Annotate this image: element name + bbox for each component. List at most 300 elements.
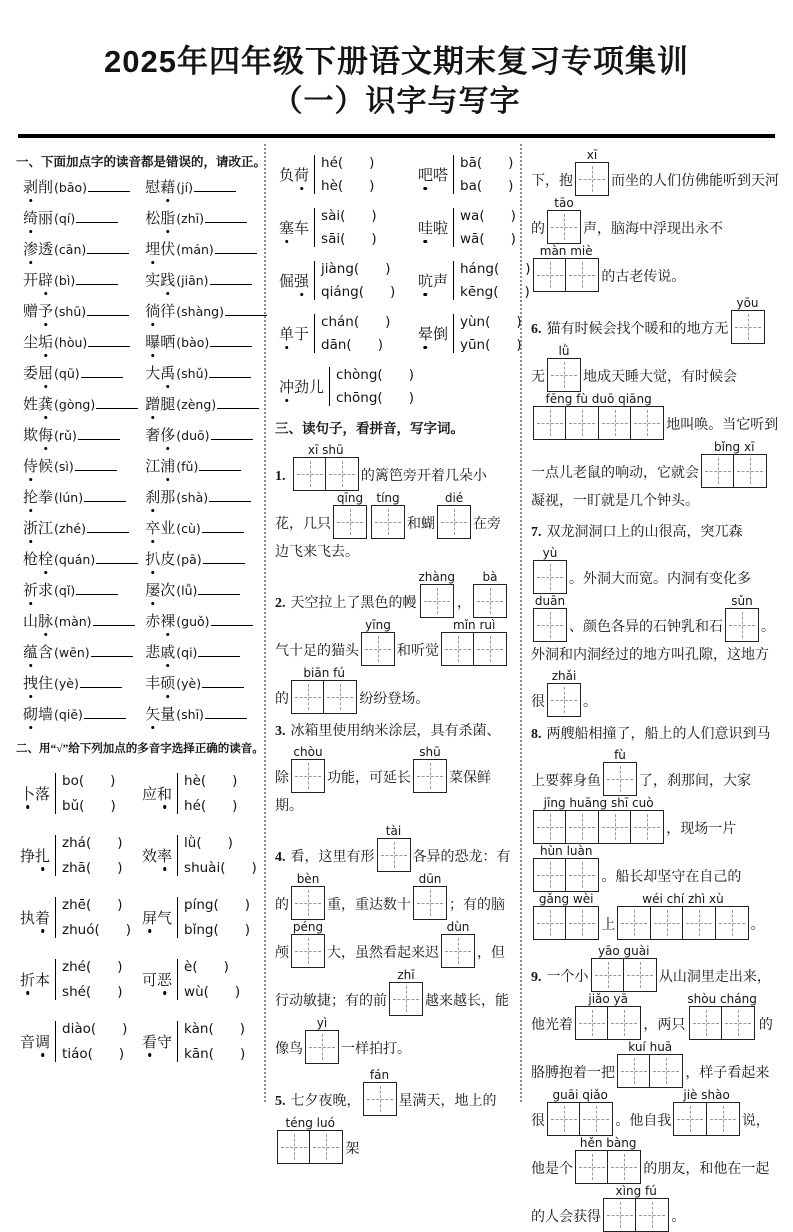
write-box — [293, 457, 327, 491]
sentence-text: ；有的脑颅 — [275, 898, 505, 961]
write-box — [533, 608, 567, 642]
left-column — [12, 144, 267, 1102]
sentence-text: 纷纷登场。 — [359, 692, 430, 707]
write-boxes — [277, 1130, 343, 1164]
write-box — [533, 858, 567, 892]
dotted-char: 砌 — [23, 703, 38, 724]
polyphone-word — [279, 376, 324, 397]
char: 伏 — [160, 242, 176, 258]
section2-grid-left — [16, 762, 260, 1072]
entry-word — [145, 176, 175, 197]
sentence-text: 的篱笆旁开着几朵小花，几只 — [275, 469, 487, 532]
word-entry — [16, 517, 138, 548]
word-entry — [16, 455, 138, 486]
pinyin-box-group — [533, 892, 599, 940]
pinyin-label: bǐng xī — [713, 440, 755, 454]
entry-pinyin: (yè) — [176, 676, 202, 691]
write-boxes — [363, 1082, 397, 1116]
pinyin-option: hé( ) — [321, 155, 375, 171]
pinyin-option: zhuó( ) — [62, 921, 132, 938]
pinyin-option: shuài( ) — [184, 859, 257, 876]
write-boxes — [575, 162, 609, 196]
dotted-char: 侈 — [160, 424, 175, 445]
sentence-text: 的古老传说。 — [601, 270, 686, 285]
pinyin-label: zhàng — [418, 570, 455, 584]
write-boxes — [413, 886, 447, 920]
write-box — [473, 584, 507, 618]
sentence — [531, 519, 779, 717]
write-box — [277, 1130, 311, 1164]
dotted-char: 屈 — [38, 362, 53, 383]
dotted-char: 禹 — [160, 362, 175, 383]
write-box — [413, 886, 447, 920]
write-box — [598, 406, 632, 440]
write-boxes — [473, 584, 507, 618]
polyphone-word — [279, 323, 309, 344]
polyphone-item — [16, 824, 138, 886]
char: 倔 — [279, 274, 295, 290]
char: 于 — [294, 327, 310, 343]
polyphone-word — [418, 164, 448, 185]
write-box — [389, 982, 423, 1016]
answer-blank — [87, 520, 129, 533]
word-entry — [138, 176, 267, 207]
dotted-char: 脉 — [38, 610, 53, 631]
dotted-char: 戚 — [160, 641, 175, 662]
write-boxes — [575, 1006, 641, 1040]
middle-column — [264, 144, 531, 1157]
word-entry — [138, 517, 267, 548]
pinyin-box-group — [673, 1088, 739, 1136]
pinyin-option: kēng( ) — [460, 284, 530, 300]
entry-word — [145, 579, 175, 600]
char: 音 — [20, 1034, 36, 1051]
entry-word — [23, 393, 53, 414]
polyphone-word — [279, 164, 309, 185]
answer-blank — [217, 396, 259, 409]
write-box — [635, 1198, 669, 1232]
pinyin-option: chán( ) — [321, 314, 391, 330]
sentence-text: 说，他是个 — [531, 1114, 770, 1177]
pinyin-option: kān( ) — [184, 1045, 246, 1062]
pinyin-box-group — [575, 1136, 641, 1184]
sentence-text: 在旁边飞来飞去。 — [275, 517, 501, 560]
sentence-text: 七夕夜晚， — [290, 1094, 361, 1109]
write-box — [603, 762, 637, 796]
sentence-text: 猫有时候会找个暖和的地方无 — [546, 322, 729, 337]
write-box — [731, 310, 765, 344]
pinyin-box-group — [305, 1016, 339, 1064]
write-box — [607, 1150, 641, 1184]
sentence — [531, 721, 779, 940]
pinyin-box-group — [293, 443, 359, 491]
pinyin-box-group — [575, 148, 609, 196]
sentence-text: 两艘船相撞了，船上的人们意识到马上要葬身鱼 — [531, 727, 771, 789]
answer-blank — [80, 675, 122, 688]
answer-blank — [202, 675, 244, 688]
word-entry — [138, 455, 267, 486]
write-boxes — [533, 858, 599, 892]
entry-pinyin: (fǔ) — [176, 459, 199, 474]
sentence-text: 的胳膊抱着一把 — [531, 1018, 773, 1081]
section3-sentences-middle — [275, 443, 511, 1164]
pinyin-box-group — [437, 491, 471, 539]
sentence-text: 一样拍打。 — [341, 1042, 411, 1057]
sentence-text: 。 — [750, 918, 765, 933]
section3-sentences-right — [531, 148, 779, 1232]
char: 求 — [38, 583, 54, 599]
pinyin-option: píng( ) — [184, 896, 251, 913]
word-entry — [16, 393, 138, 424]
dotted-char: 冲 — [279, 376, 294, 397]
entry-pinyin: (qǐ) — [54, 583, 76, 598]
sentence-text: 。外洞和内洞经过的地方叫孔隙，这地方很 — [531, 620, 775, 710]
word-entry — [16, 610, 138, 641]
write-box — [363, 1082, 397, 1116]
entry-pinyin: (shàng) — [176, 304, 224, 319]
pinyin-options — [453, 208, 516, 247]
write-boxes — [291, 934, 325, 968]
pinyin-label: màn miè — [539, 244, 593, 258]
write-box — [617, 906, 651, 940]
entry-pinyin: (qí) — [54, 211, 76, 226]
pinyin-box-group — [533, 546, 567, 594]
word-entry — [16, 672, 138, 703]
pinyin-box-group — [291, 745, 325, 793]
char: 枪 — [23, 552, 39, 568]
entry-word — [23, 610, 53, 631]
pinyin-option: wa( ) — [460, 208, 516, 224]
entry-pinyin: (duō) — [176, 428, 210, 443]
dotted-char: 龚 — [38, 393, 53, 414]
char: 儿 — [309, 380, 325, 396]
polyphone-item — [275, 254, 414, 307]
pinyin-options — [177, 959, 240, 1000]
entry-word — [23, 207, 53, 228]
pinyin-option: qiáng( ) — [321, 284, 396, 300]
pinyin-label: zhǎi — [551, 669, 577, 683]
sentence-text: 上 — [601, 918, 616, 933]
pinyin-label: shòu cháng — [687, 992, 757, 1006]
pinyin-option: bǐng( ) — [184, 921, 251, 938]
pinyin-box-group — [413, 872, 447, 920]
word-entry — [138, 641, 267, 672]
sentence-text: 。 — [583, 695, 597, 710]
write-boxes — [591, 958, 657, 992]
word-entry — [16, 269, 138, 300]
dotted-char: 塞 — [279, 217, 294, 238]
pinyin-box-group — [533, 796, 664, 844]
pinyin-box-group — [547, 344, 581, 392]
section2-grid-middle — [275, 148, 531, 413]
pinyin-label: tài — [385, 824, 402, 838]
write-boxes — [533, 810, 664, 844]
pinyin-options — [177, 897, 250, 938]
sentence-number: 3. — [275, 724, 286, 739]
sentence — [275, 718, 511, 820]
page-title-line2: （一）识字与写字 — [272, 85, 521, 118]
pinyin-label: fù — [614, 748, 626, 762]
word-entry — [138, 362, 267, 393]
char: 量 — [160, 707, 176, 723]
word-entry — [138, 703, 267, 734]
write-box — [371, 505, 405, 539]
pinyin-box-group — [617, 1040, 683, 1088]
polyphone-word — [20, 969, 50, 990]
right-column — [522, 144, 781, 1225]
pinyin-label: fēng fù duō qiāng — [545, 392, 652, 406]
dotted-char: 裸 — [160, 610, 175, 631]
pinyin-box-group — [413, 745, 447, 793]
dotted-char: 剥 — [23, 176, 38, 197]
sentence-number: 9. — [531, 970, 542, 985]
write-box — [575, 1006, 609, 1040]
word-entry — [16, 300, 138, 331]
char: 声 — [432, 274, 448, 290]
entry-word — [23, 517, 53, 538]
pinyin-box-group — [361, 618, 395, 666]
write-boxes — [547, 358, 581, 392]
sentence — [275, 443, 511, 566]
word-entry — [138, 548, 267, 579]
pinyin-options — [453, 314, 522, 353]
entry-word — [23, 486, 53, 507]
write-boxes — [547, 683, 581, 717]
pinyin-box-group — [591, 944, 657, 992]
dotted-char: 强 — [294, 270, 309, 291]
write-box — [689, 1006, 723, 1040]
write-boxes — [437, 505, 471, 539]
pinyin-label: wéi chí zhì xù — [642, 892, 724, 906]
entry-pinyin: (shǔ) — [176, 366, 209, 381]
write-box — [649, 1054, 683, 1088]
dotted-char: 曝 — [145, 331, 160, 352]
sentence-number: 6. — [531, 322, 542, 337]
answer-blank — [88, 334, 130, 347]
sentence-number: 5. — [275, 1094, 286, 1109]
write-boxes — [603, 762, 637, 796]
entry-word — [23, 331, 53, 352]
pinyin-box-group — [371, 491, 405, 539]
sentence-text: 一个小 — [546, 970, 589, 985]
answer-blank — [93, 613, 135, 626]
pinyin-label: yīng — [365, 618, 391, 632]
write-box — [575, 1150, 609, 1184]
write-box — [533, 906, 567, 940]
entry-word — [145, 641, 175, 662]
pinyin-label: zhī — [397, 968, 415, 982]
pinyin-option: sāi( ) — [321, 231, 377, 247]
dotted-char: 垢 — [38, 331, 53, 352]
pinyin-option: shé( ) — [62, 983, 123, 1000]
write-box — [325, 457, 359, 491]
pinyin-box-group — [473, 570, 507, 618]
answer-blank — [78, 427, 120, 440]
pinyin-label: jīng huāng shī cuò — [543, 796, 654, 810]
write-box — [420, 584, 454, 618]
char: 守 — [157, 1034, 173, 1051]
dotted-char: 硕 — [160, 672, 175, 693]
entry-word — [145, 424, 175, 445]
dotted-char: 晕 — [418, 323, 433, 344]
answer-blank — [205, 210, 247, 223]
pinyin-options — [453, 261, 531, 300]
polyphone-item — [275, 360, 414, 413]
char: 实 — [145, 273, 161, 289]
polyphone-word — [20, 783, 50, 804]
write-boxes — [603, 1198, 669, 1232]
sentence-text: 星满天，地上的 — [398, 1094, 497, 1109]
answer-blank — [84, 489, 126, 502]
pinyin-label: hěn bàng — [579, 1136, 637, 1150]
write-boxes — [361, 632, 395, 666]
char: 削 — [38, 180, 54, 196]
char: 悲 — [145, 645, 161, 661]
pinyin-options — [329, 367, 414, 406]
write-box — [437, 505, 471, 539]
write-boxes — [701, 454, 767, 488]
pinyin-label: sǔn — [731, 594, 753, 608]
char: 开 — [23, 273, 39, 289]
dotted-char: 祈 — [23, 579, 38, 600]
char: 丽 — [38, 211, 54, 227]
write-box — [547, 358, 581, 392]
pinyin-label: xìng fú — [615, 1184, 657, 1198]
pinyin-box-group — [277, 1116, 343, 1164]
char: 效 — [142, 848, 158, 865]
entry-word — [145, 362, 175, 383]
answer-blank — [75, 458, 117, 471]
write-box — [291, 680, 325, 714]
sentence-text: 、颜色各异的石钟乳和石 — [569, 620, 723, 635]
pinyin-label: xī shū — [307, 443, 344, 457]
word-entry — [138, 393, 267, 424]
dotted-char: 扎 — [35, 845, 50, 866]
entry-word — [23, 548, 53, 569]
pinyin-box-group — [377, 824, 411, 872]
sentence-text: 天空拉上了黑色的幔 — [290, 596, 417, 611]
entry-word — [145, 672, 175, 693]
write-box — [715, 906, 749, 940]
sentence — [275, 570, 511, 714]
polyphone-item — [414, 148, 531, 201]
pinyin-label: biān fú — [303, 666, 345, 680]
pinyin-label: mǐn ruì — [453, 618, 496, 632]
polyphone-word — [279, 217, 309, 238]
pinyin-label: chòu — [293, 745, 323, 759]
write-box — [305, 1030, 339, 1064]
pinyin-option: wā( ) — [460, 231, 516, 247]
sentence — [275, 824, 511, 1064]
char: 委 — [23, 366, 39, 382]
sentence-text: ，样子看起来很 — [531, 1066, 770, 1129]
pinyin-label: dùn — [446, 920, 470, 934]
char: 业 — [160, 521, 176, 537]
polyphone-item — [138, 948, 260, 1010]
polyphone-item — [414, 201, 531, 254]
pinyin-option: kàn( ) — [184, 1020, 245, 1037]
sentence-number: 7. — [531, 525, 542, 540]
sentence-text: ，两只 — [643, 1018, 686, 1033]
entry-pinyin: (sì) — [54, 459, 74, 474]
polyphone-item — [275, 148, 414, 201]
char: 落 — [35, 786, 51, 803]
answer-blank — [225, 303, 267, 316]
pinyin-box-group — [547, 669, 581, 717]
entry-pinyin: (zhī) — [176, 211, 204, 226]
write-boxes — [371, 505, 405, 539]
pinyin-box-group — [575, 992, 641, 1040]
char: 执 — [20, 910, 36, 927]
char: 本 — [35, 972, 51, 989]
write-box — [413, 759, 447, 793]
polyphone-item — [414, 307, 531, 360]
write-boxes — [575, 1150, 641, 1184]
answer-blank — [211, 613, 253, 626]
sentence-text: 。 — [671, 1210, 686, 1225]
entry-pinyin: (yè) — [54, 676, 79, 691]
answer-blank — [209, 365, 251, 378]
sentence-text: 。他自我 — [615, 1114, 672, 1129]
polyphone-word — [418, 217, 448, 238]
entry-word — [23, 176, 53, 197]
pinyin-label: yōu — [736, 296, 759, 310]
pinyin-option: zhé( ) — [62, 958, 123, 975]
word-entry — [16, 176, 138, 207]
write-boxes — [419, 584, 455, 618]
char: 劲 — [294, 380, 310, 396]
pinyin-box-group — [333, 491, 367, 539]
char: 赤 — [145, 614, 161, 630]
entry-word — [23, 672, 53, 693]
dotted-char: 吧 — [418, 164, 433, 185]
char: 气 — [157, 910, 173, 927]
pinyin-box-group — [291, 872, 325, 920]
entry-pinyin: (màn) — [54, 614, 92, 629]
char: 山 — [23, 614, 39, 630]
sentence-text: ， — [456, 596, 471, 611]
char: 江 — [145, 459, 161, 475]
char: 江 — [38, 521, 54, 537]
write-box — [565, 810, 599, 844]
polyphone-item — [16, 762, 138, 824]
sentence-text: 。外洞大而宽。内洞有变化多 — [569, 572, 751, 587]
pinyin-label: téng luó — [285, 1116, 335, 1130]
answer-blank — [202, 520, 244, 533]
section2-heading: 二、用“√”给下列加点的多音字选择正确的读音。 — [16, 743, 264, 755]
write-box — [565, 858, 599, 892]
pinyin-options — [177, 773, 237, 814]
polyphone-word — [20, 845, 50, 866]
polyphone-word — [20, 1031, 50, 1052]
char: 欺 — [23, 428, 39, 444]
pinyin-label: kuí huā — [628, 1040, 673, 1054]
entry-word — [145, 703, 175, 724]
write-boxes — [291, 886, 325, 920]
char: 透 — [38, 242, 54, 258]
dotted-char: 脂 — [160, 207, 175, 228]
sentence-text: 功能，可延长 — [327, 771, 411, 786]
sentence-text: 双龙洞洞口上的山很高，突兀森 — [546, 525, 743, 540]
char: 晒 — [160, 335, 176, 351]
word-entry — [138, 579, 267, 610]
write-boxes — [291, 759, 325, 793]
pinyin-box-group — [687, 992, 756, 1040]
entry-pinyin: (qū) — [54, 366, 80, 381]
write-boxes — [533, 906, 599, 940]
entry-pinyin: (bào) — [176, 335, 210, 350]
write-boxes — [291, 680, 357, 714]
